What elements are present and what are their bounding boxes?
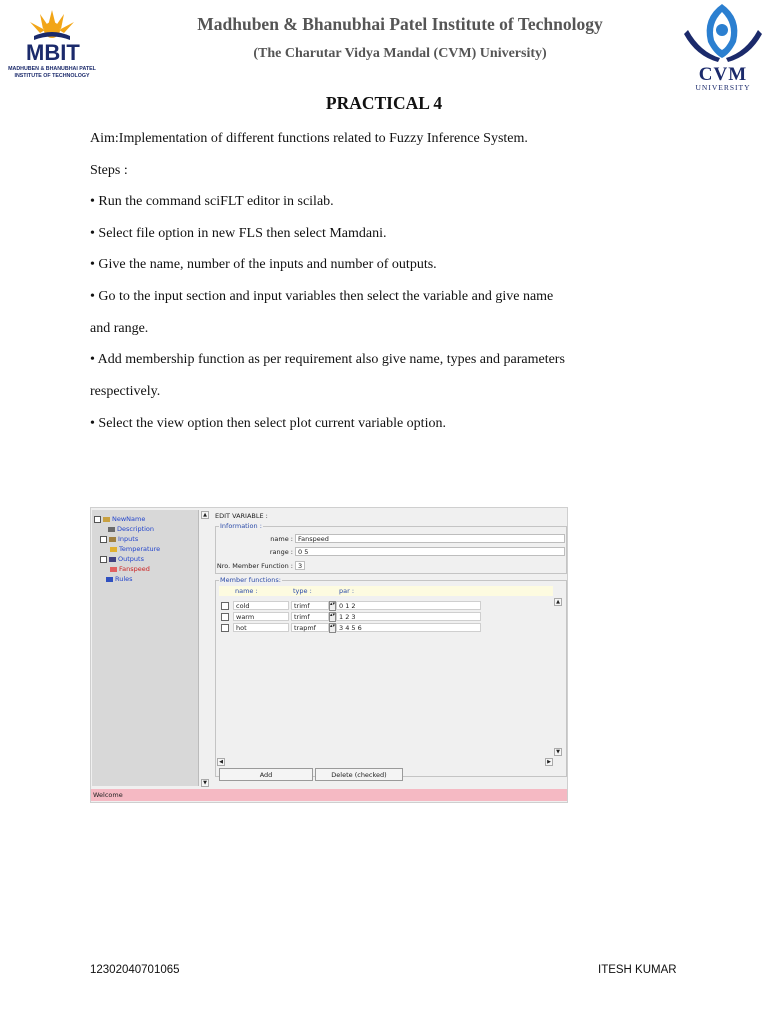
tree-item-inputs[interactable]: Inputs — [100, 535, 138, 543]
scroll-up-button[interactable]: ▲ — [201, 511, 209, 519]
collapse-icon[interactable] — [94, 516, 101, 523]
table-scroll-right-button[interactable]: ▶ — [545, 758, 553, 766]
row-checkbox[interactable] — [221, 602, 229, 610]
mf-par-input[interactable]: 3 4 5 6 — [336, 623, 481, 632]
row-checkbox[interactable] — [221, 613, 229, 621]
fls-icon — [103, 517, 110, 522]
delete-checked-button[interactable]: Delete (checked) — [315, 768, 403, 781]
mf-par-input[interactable]: 1 2 3 — [336, 612, 481, 621]
mf-type-select[interactable]: trimf — [291, 601, 329, 610]
cvm-logo-subtitle: UNIVERSITY — [695, 83, 751, 92]
university-name: (The Charutar Vidya Mandal (CVM) University) — [253, 46, 547, 61]
member-count-input[interactable]: 3 — [295, 561, 305, 570]
rules-icon — [106, 577, 113, 582]
variable-icon — [110, 567, 117, 572]
member-count-label: Nro. Member Function : — [216, 562, 293, 570]
add-button[interactable]: Add — [219, 768, 313, 781]
type-spinner-icon[interactable]: ▴▾ — [329, 612, 336, 622]
mf-name-input[interactable]: hot — [233, 623, 289, 632]
step-item-continued: respectively. — [90, 384, 161, 399]
aim-text: Aim:Implementation of different functions related to Fuzzy Inference System. — [90, 131, 528, 146]
column-header-name: name : — [235, 587, 258, 595]
tree-item-rules[interactable]: Rules — [106, 575, 133, 583]
fls-tree-panel — [92, 510, 199, 786]
inputs-icon — [109, 537, 116, 542]
information-title: Information : — [220, 522, 262, 530]
range-label: range : — [269, 548, 293, 556]
step-item-continued: and range. — [90, 321, 149, 336]
step-item: • Select the view option then select plot current variable option. — [90, 416, 446, 431]
member-table-header — [219, 586, 553, 596]
row-checkbox[interactable] — [221, 624, 229, 632]
collapse-icon[interactable] — [100, 536, 107, 543]
range-input[interactable]: 0 5 — [295, 547, 565, 556]
column-header-par: par : — [339, 587, 355, 595]
description-icon — [108, 527, 115, 532]
step-item: • Select file option in new FLS then select Mamdani. — [90, 226, 387, 241]
scroll-down-button[interactable]: ▼ — [201, 779, 209, 787]
variable-icon — [110, 547, 117, 552]
tree-root[interactable]: NewName — [94, 515, 145, 523]
name-input[interactable]: Fanspeed — [295, 534, 565, 543]
steps-heading: Steps : — [90, 163, 128, 178]
mf-name-input[interactable]: warm — [233, 612, 289, 621]
mbit-logo-subtitle: MADHUBEN & BHANUBHAI PATEL INSTITUTE OF TECHNOLOGY — [8, 66, 96, 79]
status-bar: Welcome — [91, 789, 567, 801]
step-item: • Add membership function as per requirement also give name, types and parameters — [90, 352, 565, 367]
practical-title: PRACTICAL 4 — [325, 93, 443, 113]
type-spinner-icon[interactable]: ▴▾ — [329, 601, 336, 611]
mf-type-select[interactable]: trapmf — [291, 623, 329, 632]
step-item: • Go to the input section and input variables then select the variable and give name — [90, 289, 554, 304]
tree-item-fanspeed[interactable]: Fanspeed — [110, 565, 150, 573]
student-name: ITESH KUMAR — [598, 964, 677, 976]
institute-name: Madhuben & Bhanubhai Patel Institute of Technology — [197, 14, 603, 34]
table-scroll-down-button[interactable]: ▼ — [554, 748, 562, 756]
table-scroll-left-button[interactable]: ◀ — [217, 758, 225, 766]
name-label: name : — [270, 535, 293, 543]
mbit-logo-text: MBIT — [26, 40, 80, 65]
edit-variable-title: EDIT VARIABLE : — [215, 512, 268, 520]
type-spinner-icon[interactable]: ▴▾ — [329, 623, 336, 633]
mf-name-input[interactable]: cold — [233, 601, 289, 610]
cvm-logo-text: CVM — [698, 64, 748, 85]
enrollment-number: 12302040701065 — [90, 964, 180, 976]
member-functions-title: Member functions: — [220, 576, 281, 584]
column-header-type: type : — [293, 587, 312, 595]
step-item: • Run the command sciFLT editor in scilab. — [90, 194, 334, 209]
step-item: • Give the name, number of the inputs and number of outputs. — [90, 257, 437, 272]
sciflt-editor-screenshot — [90, 507, 568, 803]
outputs-icon — [109, 557, 116, 562]
tree-item-outputs[interactable]: Outputs — [100, 555, 144, 563]
tree-item-description[interactable]: Description — [108, 525, 154, 533]
table-scroll-up-button[interactable]: ▲ — [554, 598, 562, 606]
edit-variable-panel — [213, 510, 565, 789]
tree-item-temperature[interactable]: Temperature — [110, 545, 160, 553]
mf-type-select[interactable]: trimf — [291, 612, 329, 621]
mf-par-input[interactable]: 0 1 2 — [336, 601, 481, 610]
collapse-icon[interactable] — [100, 556, 107, 563]
